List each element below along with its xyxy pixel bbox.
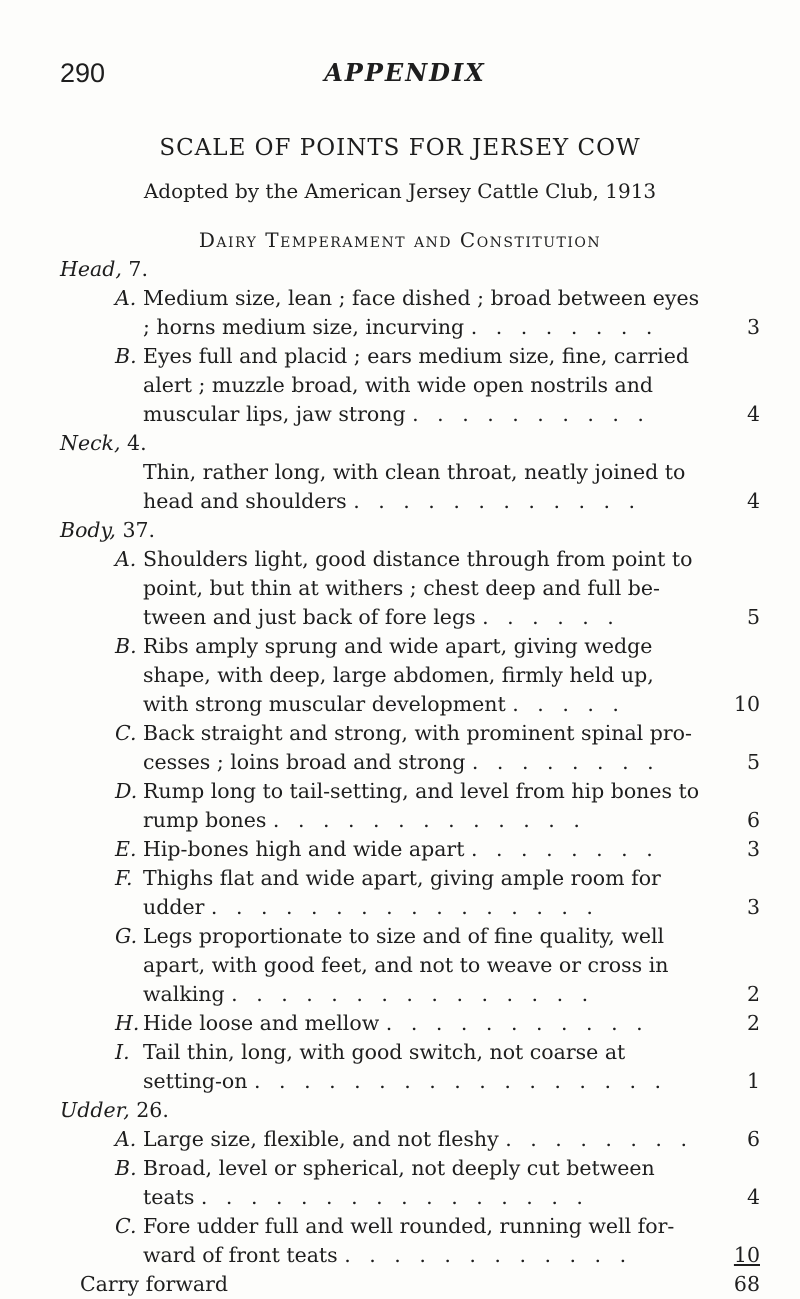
item-letter: B.: [115, 634, 137, 658]
list-item: [60, 835, 760, 864]
item-letter: A.: [115, 286, 137, 310]
group-points: 37.: [122, 518, 156, 542]
item-points: 10: [733, 692, 760, 716]
carry-forward-row: [60, 1270, 760, 1299]
group-points: 26.: [136, 1098, 169, 1122]
item-letter: I.: [115, 1040, 130, 1064]
item-leader-dots: . . . . . . . . . . .: [385, 1011, 649, 1035]
item-leader-dots: . . . . . .: [482, 605, 620, 629]
item-letter: F.: [115, 866, 133, 890]
page-number: 290: [60, 58, 106, 88]
item-text: Eyes full and placid ; ears medium size, fine, carried alert ; muzzle broad, with wide open nostrils and muscular lips, jaw strong: [143, 344, 689, 426]
item-text: Large size, flexible, and not fleshy: [143, 1127, 506, 1151]
item-text: Hip-bones high and wide apart: [143, 837, 471, 861]
item-leader-dots: . . . . . . . . . . . . . . . .: [210, 895, 599, 919]
group-heading: Neck, 4.: [60, 431, 147, 455]
list-item: [60, 545, 760, 632]
item-points: 1: [746, 1069, 760, 1093]
item-points: 4: [746, 1185, 760, 1209]
item-leader-dots: . . . . . . . . . . . . . . . . .: [254, 1069, 668, 1093]
item-points: 2: [746, 1011, 760, 1035]
item-leader-dots: . . . . . . . . . . . .: [353, 489, 642, 513]
item-leader-dots: . . . . . . . . . . . . .: [272, 808, 586, 832]
item-points: 3: [746, 315, 760, 339]
item-letter: B.: [115, 1156, 137, 1180]
item-letter: C.: [115, 721, 137, 745]
running-head: [60, 58, 750, 98]
item-letter: D.: [115, 779, 138, 803]
list-item: [60, 922, 760, 1009]
list-item: [60, 1212, 760, 1270]
item-leader-dots: . . . . . . . . . . . . . . .: [231, 982, 595, 1006]
item-leader-dots: . . . . . . . . . . . . . . . .: [200, 1185, 589, 1209]
group-name: Head: [60, 257, 116, 281]
item-letter: A.: [115, 1127, 137, 1151]
item-leader-dots: . . . . . . . . . . . .: [344, 1243, 633, 1267]
item-leader-dots: . . . . . . . .: [505, 1127, 693, 1151]
scale-of-points-list: [60, 255, 760, 1299]
item-leader-dots: . . . . .: [512, 692, 625, 716]
list-item: [60, 864, 760, 922]
item-points: 4: [746, 402, 760, 426]
item-points: 2: [746, 982, 760, 1006]
item-text: Shoulders light, good distance through from point to point, but thin at withers ; chest deep and full be-tween and just back of fore legs: [143, 547, 693, 629]
section-heading: Dairy Temperament and Constitution: [198, 228, 602, 252]
item-text: Rump long to tail-setting, and level from hip bones to rump bones: [143, 779, 700, 832]
carry-forward-total: 68: [733, 1272, 760, 1296]
list-item: [60, 777, 760, 835]
subtitle: Adopted by the American Jersey Cattle Club, 1913: [143, 179, 657, 203]
list-item: [60, 284, 760, 342]
list-item: [60, 458, 760, 516]
list-item: [60, 342, 760, 429]
group-heading: Body, 37.: [60, 518, 156, 542]
item-text: Back straight and strong, with prominent spinal pro-cesses ; loins broad and strong: [143, 721, 692, 774]
group-points: 7.: [128, 257, 148, 281]
item-points: 3: [746, 895, 760, 919]
list-item: [60, 1038, 760, 1096]
group-heading: Udder, 26.: [60, 1098, 169, 1122]
item-text: Fore udder full and well rounded, running well for-ward of front teats: [143, 1214, 675, 1267]
list-item: [60, 632, 760, 719]
item-points: 6: [746, 808, 760, 832]
item-letter: C.: [115, 1214, 137, 1238]
group-name: Body: [60, 518, 110, 542]
item-points: 5: [746, 750, 760, 774]
page-title: SCALE OF POINTS FOR JERSEY COW: [159, 135, 641, 161]
item-letter: A.: [115, 547, 137, 571]
item-letter: G.: [115, 924, 138, 948]
running-title: APPENDIX: [324, 58, 486, 87]
list-item: [60, 1154, 760, 1212]
item-text: Thighs flat and wide apart, giving ample room for udder: [143, 866, 661, 919]
item-letter: B.: [115, 344, 137, 368]
item-text: Ribs amply sprung and wide apart, giving wedge shape, with deep, large abdomen, firmly held up, with strong muscular development: [143, 634, 654, 716]
item-leader-dots: . . . . . . . .: [471, 750, 660, 774]
item-text: Hide loose and mellow: [143, 1011, 386, 1035]
item-letter: E.: [115, 837, 137, 861]
item-text: Thin, rather long, with clean throat, neatly joined to head and shoulders: [143, 460, 686, 513]
item-letter: H.: [115, 1011, 140, 1035]
item-points: 4: [746, 489, 760, 513]
item-text: Tail thin, long, with good switch, not coarse at setting-on: [143, 1040, 626, 1093]
item-points: 3: [746, 837, 760, 861]
group-name: Udder: [60, 1098, 124, 1122]
group-heading: Head, 7.: [60, 257, 148, 281]
carry-forward-label: Carry forward: [80, 1272, 229, 1296]
list-item: [60, 1009, 760, 1038]
item-text: Broad, level or spherical, not deeply cut between teats: [143, 1156, 655, 1209]
item-leader-dots: . . . . . . . . . .: [412, 402, 650, 426]
item-points: 5: [746, 605, 760, 629]
item-leader-dots: . . . . . . . .: [470, 837, 659, 861]
group-name: Neck: [60, 431, 114, 455]
item-points: 10: [733, 1243, 760, 1267]
item-points: 6: [746, 1127, 760, 1151]
item-text: Medium size, lean ; face dished ; broad between eyes ; horns medium size, incurving: [143, 286, 700, 339]
group-points: 4.: [127, 431, 147, 455]
item-leader-dots: . . . . . . . .: [470, 315, 659, 339]
list-item: [60, 719, 760, 777]
list-item: [60, 1125, 760, 1154]
item-text: Legs proportionate to size and of fine quality, well apart, with good feet, and not to weave or cross in walking: [143, 924, 669, 1006]
